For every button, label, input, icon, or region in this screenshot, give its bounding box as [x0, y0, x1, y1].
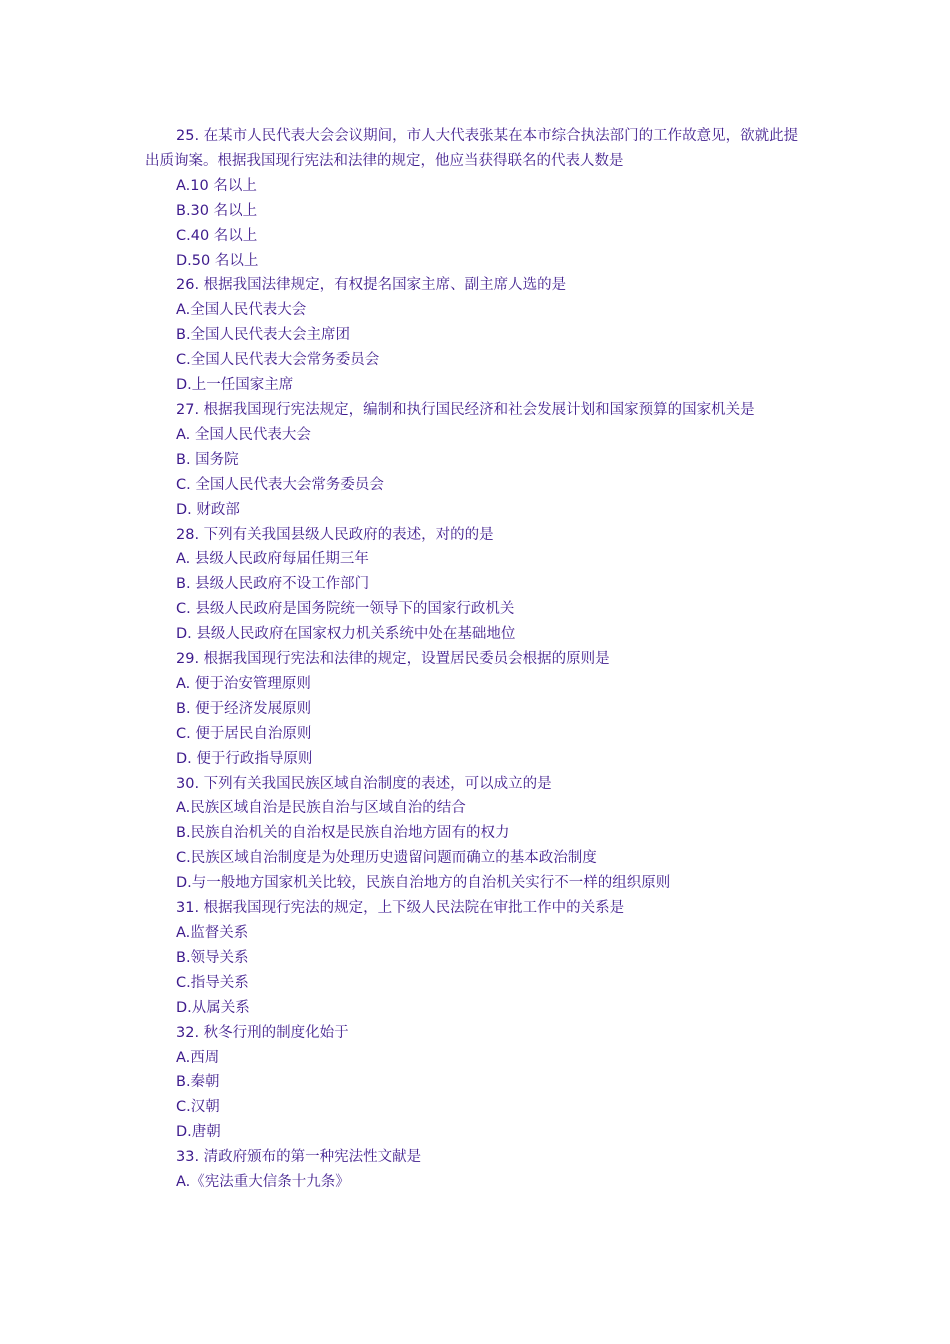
answer-option: A. 便于治安管理原则 — [176, 675, 311, 692]
answer-option: B. 国务院 — [176, 451, 239, 468]
answer-option: B. 县级人民政府不设工作部门 — [176, 576, 370, 593]
question-stem: 28. 下列有关我国县级人民政府的表述，对的的是 — [176, 526, 494, 543]
answer-option: A.西周 — [176, 1049, 220, 1066]
question-block — [145, 124, 805, 273]
question-stem: 26. 根据我国法律规定，有权提名国家主席、副主席人选的是 — [176, 277, 567, 294]
question-stem: 27. 根据我国现行宪法规定，编制和执行国民经济和社会发展计划和国家预算的国家机关是 — [176, 401, 755, 418]
answer-option: C.汉朝 — [176, 1099, 220, 1116]
answer-option: B.秦朝 — [176, 1074, 220, 1091]
question-block — [145, 647, 805, 772]
question-block — [145, 896, 805, 1021]
answer-option: A.民族区域自治是民族自治与区域自治的结合 — [176, 800, 466, 817]
answer-option: B.领导关系 — [176, 949, 249, 966]
answer-option: C. 便于居民自治原则 — [176, 725, 312, 742]
answer-option: C. 全国人民代表大会常务委员会 — [176, 476, 384, 493]
answer-option: D. 财政部 — [176, 501, 240, 518]
answer-option: B.30 名以上 — [176, 202, 258, 219]
answer-option: C.40 名以上 — [176, 227, 258, 244]
question-block — [145, 523, 805, 648]
question-stem: 31. 根据我国现行宪法的规定，上下级人民法院在审批工作中的关系是 — [176, 900, 625, 917]
answer-option: C.全国人民代表大会常务委员会 — [176, 352, 380, 369]
question-stem: 32. 秋冬行刑的制度化始于 — [176, 1024, 349, 1041]
question-block — [145, 772, 805, 897]
answer-option: D.上一任国家主席 — [176, 377, 294, 394]
answer-option: D.唐朝 — [176, 1124, 221, 1141]
answer-option: A.监督关系 — [176, 925, 249, 941]
question-block — [145, 1021, 805, 1146]
answer-option: D.50 名以上 — [176, 252, 259, 269]
question-stem: 33. 清政府颁布的第一种宪法性文献是 — [176, 1149, 422, 1166]
answer-option: D.与一般地方国家机关比较，民族自治地方的自治机关实行不一样的组织原则 — [176, 875, 671, 892]
question-list — [145, 124, 805, 1195]
answer-option: A. 全国人民代表大会 — [176, 426, 311, 443]
question-block — [145, 273, 805, 398]
question-stem: 25. 在某市人民代表大会会议期间，市人大代表张某在本市综合执法部门的工作故意见，欲就此提出质询案。根据我国现行宪法和法律的规定，他应当获得联名的代表人数是 — [145, 128, 799, 169]
answer-option: A.《宪法重大信条十九条》 — [176, 1174, 350, 1191]
answer-option: B. 便于经济发展原则 — [176, 700, 312, 717]
question-block — [145, 1145, 805, 1195]
answer-option: A.10 名以上 — [176, 177, 257, 194]
answer-option: C.指导关系 — [176, 974, 249, 991]
answer-option: A.全国人民代表大会 — [176, 302, 307, 319]
question-block — [145, 398, 805, 523]
answer-option: B.民族自治机关的自治权是民族自治地方固有的权力 — [176, 825, 510, 842]
answer-option: D. 县级人民政府在国家权力机关系统中处在基础地位 — [176, 626, 516, 643]
answer-option: D.从属关系 — [176, 999, 250, 1016]
answer-option: B.全国人民代表大会主席团 — [176, 327, 351, 344]
question-stem: 29. 根据我国现行宪法和法律的规定，设置居民委员会根据的原则是 — [176, 651, 610, 668]
answer-option: A. 县级人民政府每届任期三年 — [176, 551, 369, 568]
answer-option: C. 县级人民政府是国务院统一领导下的国家行政机关 — [176, 601, 515, 618]
question-stem: 30. 下列有关我国民族区域自治制度的表述，可以成立的是 — [176, 775, 552, 792]
answer-option: C.民族区域自治制度是为处理历史遗留问题而确立的基本政治制度 — [176, 850, 597, 867]
answer-option: D. 便于行政指导原则 — [176, 750, 313, 767]
